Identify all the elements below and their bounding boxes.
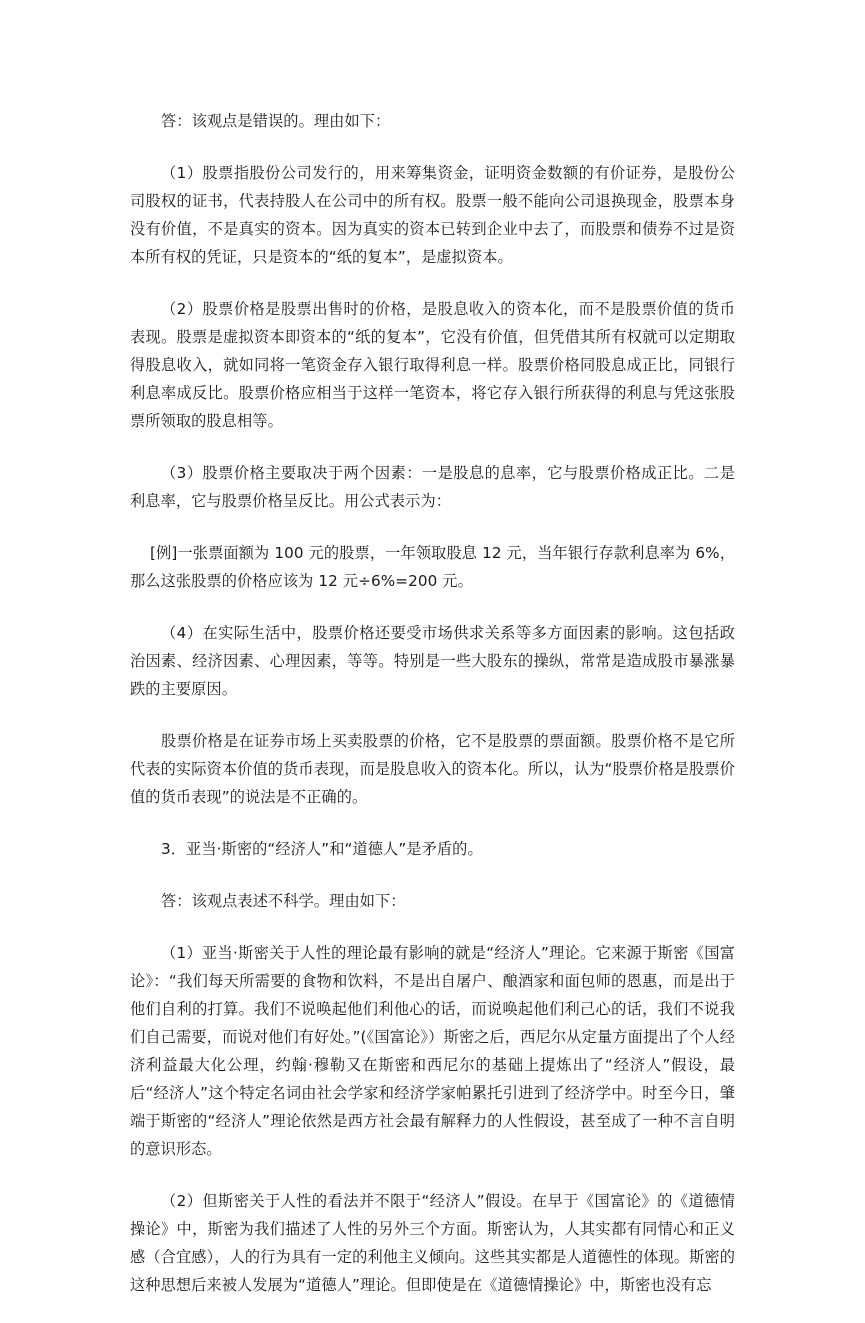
answer-intro-2: 答：该观点表述不科学。理由如下：: [161, 892, 406, 910]
paragraph-smith-2: （2）但斯密关于人性的看法并不限于“经济人”假设。在早于《国富论》的《道德情操论》中，斯密为我们描述了人性的另外三个方面。斯密认为，人其实都有同情心和正义感（合宜感），人的行为具有一定的利他主义倾向。这些其实都是人道德性的体现。斯密的这种思想后来被人发展为“道德人”理论。但即使是在《道德情操论》中，斯密也没有忘: [130, 1192, 735, 1294]
document-page: [130, 107, 735, 1323]
paragraph-example: [例]一张票面额为 100 元的股票，一年领取股息 12 元，当年银行存款利息率为 6%，那么这张股票的价格应该为 12 元÷6%=200 元。: [130, 544, 735, 590]
paragraph-point-4: （4）在实际生活中，股票价格还要受市场供求关系等多方面因素的影响。这包括政治因素、经济因素、心理因素，等等。特别是一些大股东的操纵，常常是造成股市暴涨暴跌的主要原因。: [130, 624, 735, 698]
paragraph-smith-1: （1）亚当·斯密关于人性的理论最有影响的就是“经济人”理论。它来源于斯密《国富论》：“我们每天所需要的食物和饮料，不是出自屠户、酿酒家和面包师的恩惠，而是出于他们自利的打算。我们不说唤起他们利他心的话，而说唤起他们利己心的话，我们不说我们自己需要，而说对他们有好处。”(《国富论》）斯密之后，西尼尔从定量方面提出了个人经济利益最大化公理，约翰·穆勒又在斯密和西尼尔的基础上提炼出了“经济人”假设，最后“经济人”这个特定名词由社会学家和经济学家帕累托引进到了经济学中。时至今日，肇端于斯密的“经济人”理论依然是西方社会最有解释力的人性假设，甚至成了一种不言自明的意识形态。: [130, 944, 735, 1158]
paragraph-point-2: （2）股票价格是股票出售时的价格，是股息收入的资本化，而不是股票价值的货币表现。股票是虚拟资本即资本的“纸的复本”，它没有价值，但凭借其所有权就可以定期取得股息收入，就如同将一笔资金存入银行取得利息一样。股票价格同股息成正比，同银行利息率成反比。股票价格应相当于这样一笔资本，将它存入银行所获得的利息与凭这张股票所领取的股息相等。: [130, 300, 735, 430]
paragraph-conclusion: 股票价格是在证券市场上买卖股票的价格，它不是股票的票面额。股票价格不是它所代表的实际资本价值的货币表现，而是股息收入的资本化。所以，认为“股票价格是股票价值的货币表现”的说法是不正确的。: [130, 732, 735, 806]
answer-intro-1: 答：该观点是错误的。理由如下：: [161, 112, 391, 130]
paragraph-point-1: （1）股票指股份公司发行的，用来筹集资金，证明资金数额的有价证券，是股份公司股权的证书，代表持股人在公司中的所有权。股票一般不能向公司退换现金，股票本身没有价值，不是真实的资本。因为真实的资本已转到企业中去了，而股票和债券不过是资本所有权的凭证，只是资本的“纸的复本”，是虚拟资本。: [130, 164, 735, 266]
paragraph-point-3: （3）股票价格主要取决于两个因素：一是股息的息率，它与股票价格成正比。二是利息率，它与股票价格呈反比。用公式表示为：: [130, 464, 735, 510]
question-3-heading: 3．亚当·斯密的“经济人”和“道德人”是矛盾的。: [161, 840, 483, 858]
